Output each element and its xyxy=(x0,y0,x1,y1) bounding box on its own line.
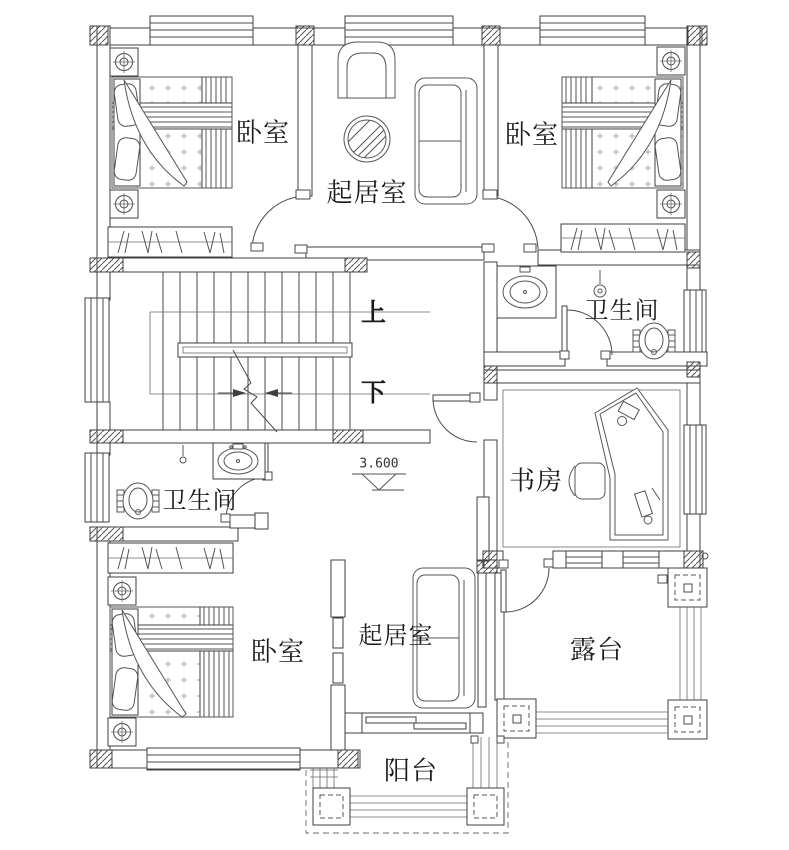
door-arc-living-right xyxy=(484,196,538,249)
elevation-value: 3.600 xyxy=(359,456,399,472)
room-label-living-top: 起居室 xyxy=(326,178,408,209)
door-arc-living-left xyxy=(252,196,307,249)
closets xyxy=(108,224,685,573)
room-label-bathroom-left: 卫生间 xyxy=(162,486,238,515)
stairs xyxy=(150,272,430,432)
desk-chair xyxy=(575,463,605,499)
stair-break-line xyxy=(233,350,277,432)
room-label-terrace: 露台 xyxy=(569,635,625,666)
room-label-balcony: 阳台 xyxy=(383,756,439,787)
stair-handrail xyxy=(178,343,352,357)
room-label-living-bottom: 起居室 xyxy=(358,621,434,650)
elevation-marker xyxy=(352,474,406,490)
room-label-study: 书房 xyxy=(508,466,564,497)
room-label-bedroom-bottom-left: 卧室 xyxy=(250,637,306,668)
room-label-bedroom-top-left: 卧室 xyxy=(235,118,291,149)
sofa-top xyxy=(415,78,477,204)
bed-top-left xyxy=(112,77,232,188)
room-label-bathroom-right: 卫生间 xyxy=(584,296,660,325)
door-arc-study xyxy=(433,400,477,442)
stair-down-label: 下 xyxy=(360,378,388,407)
bed-bottom-left xyxy=(110,607,233,717)
armchair xyxy=(338,42,395,98)
door-arc-terrace xyxy=(505,568,549,612)
stair-up-label: 上 xyxy=(360,298,388,327)
room-label-bedroom-top-right: 卧室 xyxy=(504,120,560,151)
bed-top-right xyxy=(562,77,683,188)
round-table xyxy=(336,104,394,170)
